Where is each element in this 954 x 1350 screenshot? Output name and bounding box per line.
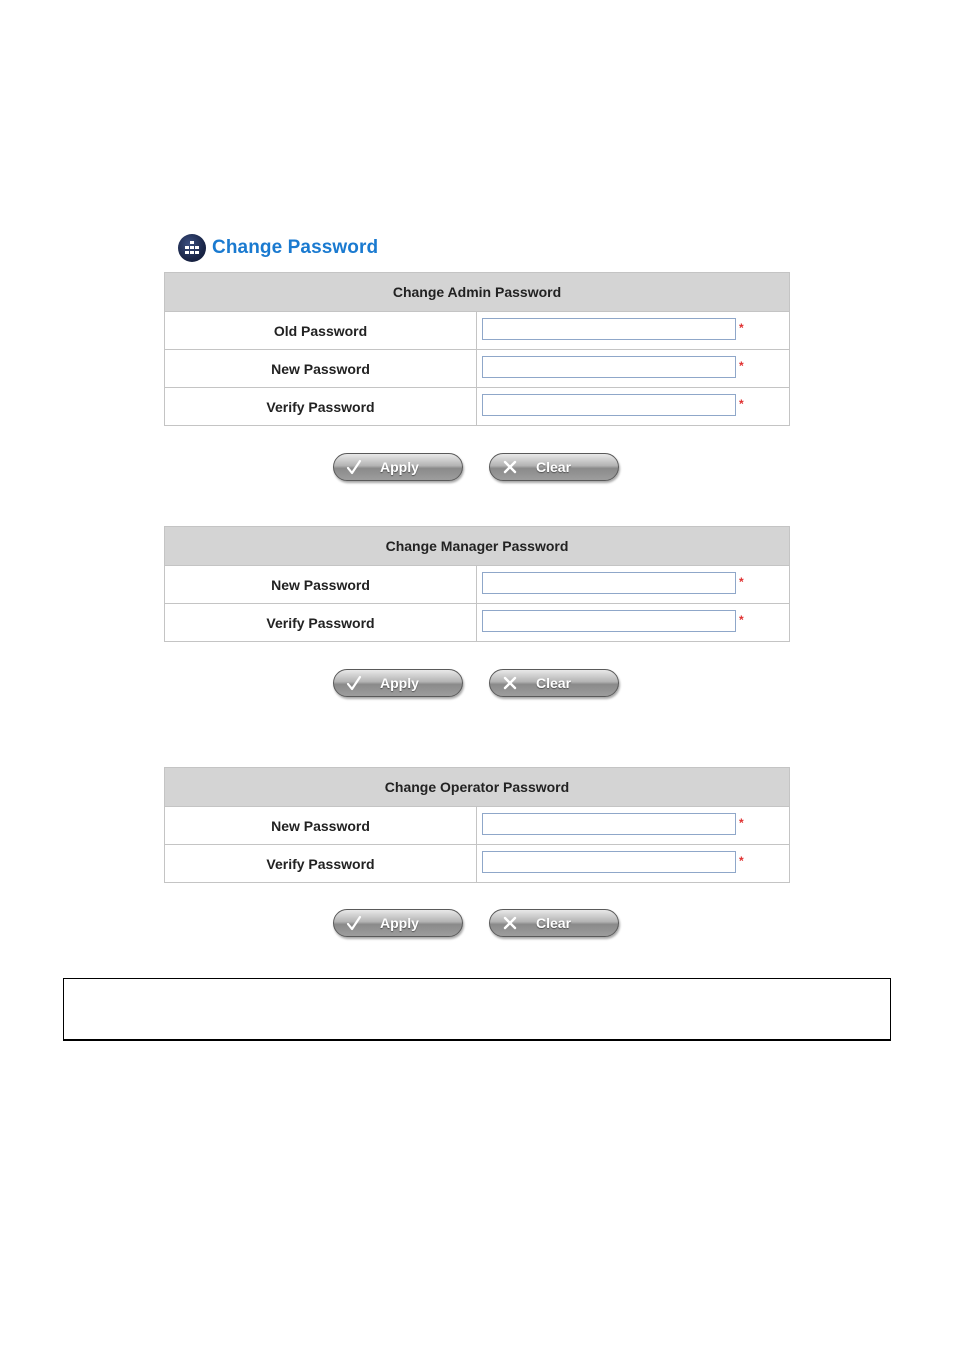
- page-header: [178, 232, 378, 264]
- apply-button-label: Apply: [380, 675, 419, 691]
- manager-password-section: [164, 526, 790, 642]
- section-heading: Change Manager Password: [165, 527, 790, 566]
- operator-password-section: [164, 767, 790, 883]
- checkmark-icon: [346, 915, 362, 931]
- note-box: [63, 978, 891, 1041]
- required-mark: *: [739, 321, 744, 335]
- field-label: Verify Password: [165, 604, 477, 642]
- new-password-input[interactable]: [482, 356, 736, 378]
- section-heading: Change Operator Password: [165, 768, 790, 807]
- field-label: Verify Password: [165, 388, 477, 426]
- clear-button-label: Clear: [536, 675, 572, 691]
- old-password-input[interactable]: [482, 318, 736, 340]
- required-mark: *: [739, 575, 744, 589]
- table-row: [165, 807, 790, 845]
- required-mark: *: [739, 397, 744, 411]
- manager-new-password-input[interactable]: [482, 572, 736, 594]
- apply-button[interactable]: [333, 453, 463, 481]
- required-mark: *: [739, 854, 744, 868]
- grid-icon: [178, 234, 206, 262]
- admin-password-table: [164, 272, 790, 426]
- required-mark: *: [739, 359, 744, 373]
- required-mark: *: [739, 816, 744, 830]
- apply-button[interactable]: [333, 909, 463, 937]
- x-icon: [502, 459, 518, 475]
- checkmark-icon: [346, 459, 362, 475]
- admin-password-section: [164, 272, 790, 426]
- apply-button[interactable]: [333, 669, 463, 697]
- verify-password-input[interactable]: [482, 394, 736, 416]
- table-row: [165, 312, 790, 350]
- clear-button[interactable]: [489, 909, 619, 937]
- table-row: [165, 845, 790, 883]
- table-row: [165, 566, 790, 604]
- table-row: [165, 388, 790, 426]
- manager-button-row: [333, 669, 619, 697]
- clear-button-label: Clear: [536, 459, 572, 475]
- admin-button-row: [333, 453, 619, 481]
- x-icon: [502, 915, 518, 931]
- clear-button-label: Clear: [536, 915, 572, 931]
- field-label: New Password: [165, 350, 477, 388]
- apply-button-label: Apply: [380, 915, 419, 931]
- table-row: [165, 350, 790, 388]
- field-label: New Password: [165, 566, 477, 604]
- manager-verify-password-input[interactable]: [482, 610, 736, 632]
- manager-password-table: [164, 526, 790, 642]
- page-title: Change Password: [212, 237, 379, 258]
- field-label: Verify Password: [165, 845, 477, 883]
- table-row: [165, 604, 790, 642]
- section-heading: Change Admin Password: [165, 273, 790, 312]
- clear-button[interactable]: [489, 669, 619, 697]
- field-label: Old Password: [165, 312, 477, 350]
- field-label: New Password: [165, 807, 477, 845]
- operator-new-password-input[interactable]: [482, 813, 736, 835]
- required-mark: *: [739, 613, 744, 627]
- operator-verify-password-input[interactable]: [482, 851, 736, 873]
- apply-button-label: Apply: [380, 459, 419, 475]
- clear-button[interactable]: [489, 453, 619, 481]
- checkmark-icon: [346, 675, 362, 691]
- operator-password-table: [164, 767, 790, 883]
- x-icon: [502, 675, 518, 691]
- operator-button-row: [333, 909, 619, 937]
